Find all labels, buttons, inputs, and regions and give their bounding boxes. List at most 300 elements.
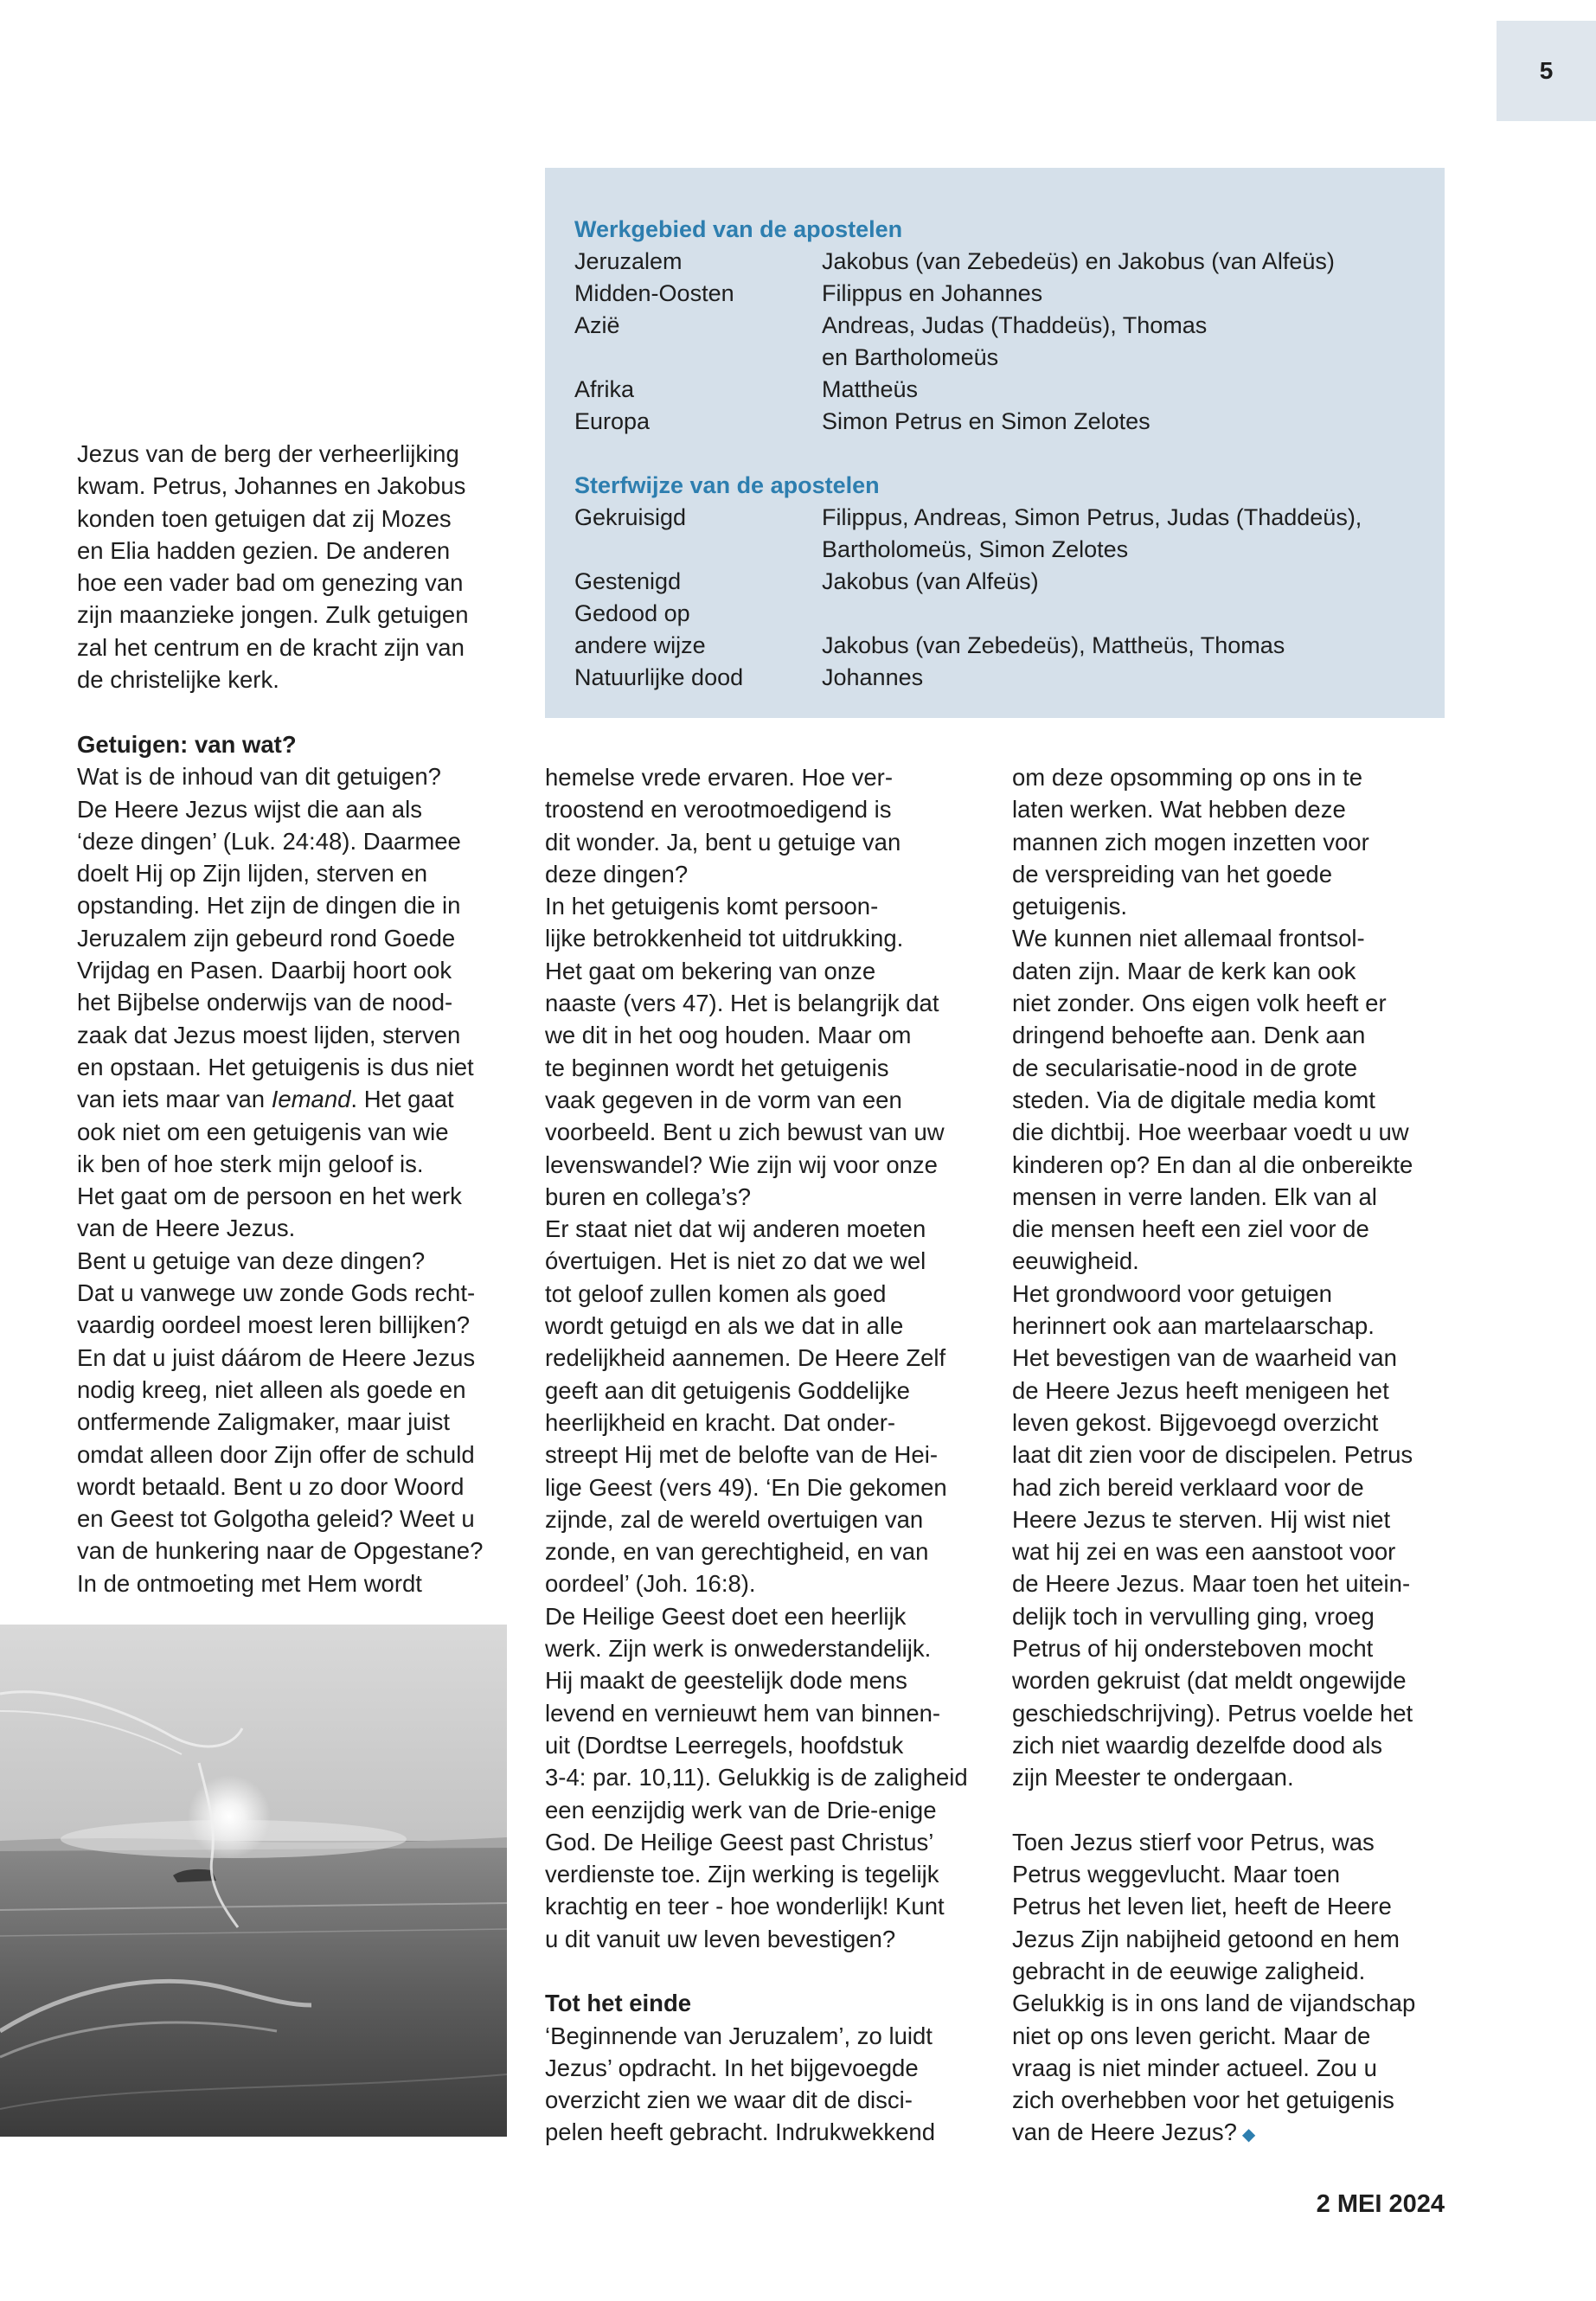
text-line	[1012, 2052, 1462, 2084]
text-line	[545, 1342, 995, 1374]
text-fragment: de Heere Jezus heeft menigeen het	[1012, 1376, 1389, 1404]
text-fragment: zich niet waardig dezelfde dood als	[1012, 1731, 1383, 1759]
text-line	[77, 599, 527, 631]
text-fragment: Het bevestigen van de waarheid van	[1012, 1344, 1397, 1372]
text-fragment: niet op ons leven gericht. Maar de	[1012, 2022, 1371, 2049]
text-fragment: Petrus het leven liet, heeft de Heere	[1012, 1893, 1392, 1920]
text-line	[77, 438, 527, 470]
text-line	[77, 631, 527, 663]
column-2	[545, 761, 995, 2149]
text-line	[77, 503, 527, 535]
text-fragment: krachtig en teer - hoe wonderlijk! Kunt	[545, 1893, 945, 1920]
text-fragment: vaak gegeven in de vorm van een	[545, 1086, 902, 1113]
overview-row-label: Azië	[574, 312, 620, 338]
text-line	[545, 1471, 995, 1503]
text-fragment: gebracht in de eeuwige zaligheid.	[1012, 1957, 1366, 1984]
text-line	[1012, 1407, 1462, 1439]
text-line	[77, 1019, 527, 1051]
overview-row-value	[822, 246, 1415, 278]
text-fragment: te beginnen wordt het getuigenis	[545, 1054, 889, 1081]
text-line	[545, 1697, 995, 1729]
text-fragment: zaak dat Jezus moest lijden, sterven	[77, 1021, 461, 1048]
text-line	[1012, 1342, 1462, 1374]
text-fragment: getuigenis.	[1012, 893, 1128, 920]
text-line	[545, 1600, 995, 1632]
text-line	[545, 761, 995, 793]
text-fragment: Jeruzalem zijn gebeurd rond Goede	[77, 924, 456, 952]
text-fragment: Jezus Zijn nabijheid getoond en hem	[1012, 1925, 1400, 1952]
text-fragment: ik ben of hoe sterk mijn geloof is.	[77, 1150, 424, 1177]
text-line	[1012, 2084, 1462, 2116]
text-fragment: pelen heeft gebracht. Indrukwekkend	[545, 2118, 935, 2146]
text-line	[545, 1052, 995, 1084]
text-line	[77, 1406, 527, 1438]
overview-value-line: Filippus, Andreas, Simon Petrus, Judas (Thaddeüs),	[822, 504, 1362, 530]
overview-row	[574, 630, 1415, 662]
overview-value-line: Jakobus (van Alfeüs)	[822, 568, 1039, 594]
text-fragment: dringend behoefte aan. Denk aan	[1012, 1022, 1366, 1049]
text-fragment: de Heere Jezus. Maar toen het uitein-	[1012, 1570, 1411, 1598]
work-area-rows	[574, 246, 1415, 438]
death-section	[574, 470, 1415, 694]
overview-row-value	[822, 566, 1415, 598]
text-line	[1012, 1826, 1462, 1858]
text-line	[1012, 1116, 1462, 1148]
text-line	[545, 2052, 995, 2084]
text-line	[1012, 1761, 1462, 1793]
text-fragment: die mensen heeft een ziel voor de	[1012, 1215, 1369, 1243]
text-fragment: 3-4: par. 10,11). Gelukkig is de zaligheid	[545, 1764, 968, 1791]
text-line	[77, 470, 527, 502]
text-line	[545, 922, 995, 954]
text-line	[77, 889, 527, 921]
text-fragment: óvertuigen. Het is niet zo dat we wel	[545, 1247, 926, 1275]
text-line	[1012, 1471, 1462, 1503]
text-fragment: kinderen op? En dan al die onbereikte	[1012, 1150, 1413, 1178]
text-fragment: en opstaan. Het getuigenis is dus niet	[77, 1053, 474, 1080]
text-line	[1012, 1181, 1462, 1213]
text-line	[545, 1019, 995, 1051]
text-line	[545, 826, 995, 858]
text-fragment: omdat alleen door Zijn offer de schuld	[77, 1440, 475, 1468]
text-line	[545, 1407, 995, 1439]
text-line	[1012, 890, 1462, 922]
text-fragment: we dit in het oog houden. Maar om	[545, 1022, 912, 1049]
text-line	[77, 1212, 527, 1244]
text-line	[77, 1083, 527, 1115]
text-fragment: zijn Meester te ondergaan.	[1012, 1764, 1294, 1791]
text-line	[1012, 1019, 1462, 1051]
text-line	[1012, 1987, 1462, 2019]
overview-value-line: Jakobus (van Zebedeüs), Mattheüs, Thomas	[822, 632, 1285, 658]
text-fragment: Gelukkig is in ons land de vijandschap	[1012, 1990, 1416, 2017]
text-line	[1012, 955, 1462, 987]
text-fragment: werk. Zijn werk is onwederstandelijk.	[545, 1635, 932, 1663]
overview-value-line: Jakobus (van Zebedeüs) en Jakobus (van Alfeüs)	[822, 248, 1335, 274]
overview-row-value	[822, 406, 1415, 438]
text-line	[1012, 1535, 1462, 1567]
text-line	[1012, 826, 1462, 858]
text-line	[545, 1890, 995, 1922]
text-fragment: lijke betrokkenheid tot uitdrukking.	[545, 925, 904, 952]
col2-end-lines	[545, 2020, 995, 2149]
text-fragment: laat dit zien voor de discipelen. Petrus	[1012, 1441, 1413, 1469]
text-fragment: de christelijke kerk.	[77, 666, 279, 694]
text-fragment: eeuwigheid.	[1012, 1247, 1139, 1275]
overview-row-label: Europa	[574, 408, 651, 434]
text-line	[545, 890, 995, 922]
column-3	[1012, 761, 1462, 2152]
text-line	[545, 1084, 995, 1116]
text-fragment: oordeel’ (Joh. 16:8).	[545, 1570, 756, 1598]
text-fragment: voorbeeld. Bent u zich bewust van uw	[545, 1118, 945, 1146]
text-fragment: had zich bereid verklaard voor de	[1012, 1473, 1364, 1501]
text-fragment: opstanding. Het zijn de dingen die in	[77, 892, 461, 920]
text-fragment: herinnert ook aan martelaarschap.	[1012, 1312, 1375, 1340]
text-line	[1012, 2116, 1462, 2151]
text-fragment: buren en collega’s?	[545, 1183, 752, 1210]
col1-lines	[77, 760, 527, 1599]
overview-row	[574, 502, 1415, 566]
text-fragment: Hij maakt de geestelijk dode mens	[545, 1667, 907, 1695]
text-line	[77, 1051, 527, 1083]
text-fragment: Wat is de inhoud van dit getuigen?	[77, 763, 441, 791]
text-fragment: ‘deze dingen’ (Luk. 24:48). Daarmee	[77, 827, 461, 855]
col2-lines	[545, 761, 995, 1955]
text-line	[1012, 1245, 1462, 1277]
text-line	[77, 1503, 527, 1535]
emphasis-word: Iemand	[271, 1086, 351, 1113]
text-line	[1012, 1600, 1462, 1632]
text-fragment: ‘Beginnende van Jeruzalem’, zo luidt	[545, 2022, 933, 2049]
overview-value-line: Mattheüs	[822, 376, 919, 402]
text-fragment: worden gekruist (dat meldt ongewijde	[1012, 1667, 1407, 1695]
text-line	[77, 1245, 527, 1277]
text-fragment: In het getuigenis komt persoon-	[545, 893, 879, 920]
text-fragment: van de Heere Jezus.	[77, 1215, 296, 1242]
overview-value-line: Johannes	[822, 664, 924, 690]
text-fragment: die dichtbij. Hoe weerbaar voedt u uw	[1012, 1118, 1409, 1146]
text-fragment: In de ontmoeting met Hem wordt	[77, 1569, 422, 1597]
text-fragment: de secularisatie-nood in de grote	[1012, 1054, 1358, 1081]
text-line	[545, 1664, 995, 1696]
text-fragment: om deze opsomming op ons in te	[1012, 764, 1363, 791]
text-line	[1012, 2020, 1462, 2052]
text-line	[1012, 1890, 1462, 1922]
text-line	[1012, 1375, 1462, 1407]
text-fragment: geeft aan dit getuigenis Goddelijke	[545, 1376, 910, 1404]
text-fragment: delijk toch in vervulling ging, vroeg	[1012, 1602, 1375, 1630]
text-fragment: wordt betaald. Bent u zo door Woord	[77, 1472, 465, 1500]
text-line	[77, 1567, 527, 1599]
text-fragment: Heere Jezus te sterven. Hij wist niet	[1012, 1505, 1391, 1533]
text-line	[77, 825, 527, 857]
text-fragment: Jezus’ opdracht. In het bijgevoegde	[545, 2054, 919, 2081]
col3-end-lines	[1012, 1826, 1462, 2152]
text-line	[545, 1632, 995, 1664]
text-line	[1012, 1052, 1462, 1084]
text-fragment: het Bijbelse onderwijs van de nood-	[77, 989, 453, 1016]
text-line	[1012, 922, 1462, 954]
text-line	[1012, 987, 1462, 1019]
text-fragment: zijnde, zal de wereld overtuigen van	[545, 1505, 924, 1533]
text-line	[77, 760, 527, 792]
text-line	[545, 2084, 995, 2116]
overview-value-line	[822, 598, 1415, 630]
text-fragment: kwam. Petrus, Johannes en Jakobus	[77, 472, 466, 500]
overview-row	[574, 406, 1415, 438]
text-line	[1012, 793, 1462, 825]
text-line	[545, 1439, 995, 1471]
text-fragment: lige Geest (vers 49). ‘En Die gekomen	[545, 1473, 947, 1501]
col1-top-lines	[77, 438, 527, 695]
text-fragment: Petrus weggevlucht. Maar toen	[1012, 1861, 1341, 1888]
text-line	[77, 535, 527, 567]
text-fragment: God. De Heilige Geest past Christus’	[545, 1828, 934, 1856]
col1-heading: Getuigen: van wat?	[77, 731, 297, 758]
sea-splash-photo	[0, 1625, 507, 2137]
text-fragment: zich overhebben voor het getuigenis	[1012, 2086, 1394, 2114]
text-fragment: ontfermende Zaligmaker, maar juist	[77, 1408, 451, 1436]
text-fragment: De Heilige Geest doet een heerlijk	[545, 1602, 907, 1630]
text-fragment: heerlijkheid en kracht. Dat onder-	[545, 1408, 896, 1436]
text-fragment: streept Hij met de belofte van de Hei-	[545, 1441, 938, 1469]
text-line	[77, 986, 527, 1018]
column-1-intro	[77, 438, 527, 695]
overview-row-label: Midden-Oosten	[574, 280, 734, 306]
text-fragment: troostend en verootmoedigend is	[545, 796, 892, 824]
overview-row	[574, 566, 1415, 598]
text-fragment: Dat u vanwege uw zonde Gods recht-	[77, 1279, 476, 1307]
text-line	[545, 1149, 995, 1181]
text-fragment: mensen in verre landen. Elk van al	[1012, 1183, 1377, 1210]
overview-value-line: en Bartholomeüs	[822, 344, 999, 370]
apostles-overview-box	[545, 168, 1445, 718]
text-fragment: zal het centrum en de kracht zijn van	[77, 633, 465, 661]
text-fragment: Bent u getuige van deze dingen?	[77, 1247, 426, 1274]
text-line	[545, 1310, 995, 1342]
text-line	[1012, 1503, 1462, 1535]
paragraph-gap	[545, 1955, 995, 1987]
text-line	[545, 1375, 995, 1407]
text-line	[1012, 1729, 1462, 1761]
overview-row-value	[822, 278, 1415, 310]
overview-value-line: Bartholomeüs, Simon Zelotes	[822, 536, 1129, 562]
text-line	[77, 922, 527, 954]
text-fragment: En dat u juist dáárom de Heere Jezus	[77, 1343, 476, 1371]
text-line	[1012, 1567, 1462, 1599]
text-fragment: hemelse vrede ervaren. Hoe ver-	[545, 764, 893, 791]
text-fragment: leven gekost. Bijgevoegd overzicht	[1012, 1408, 1379, 1436]
text-line	[1012, 1439, 1462, 1471]
text-fragment: van iets maar van	[77, 1086, 272, 1113]
page-number-tab	[1497, 21, 1596, 121]
text-line	[1012, 1923, 1462, 1955]
text-line	[1012, 1149, 1462, 1181]
text-line	[545, 1794, 995, 1826]
text-fragment: konden toen getuigen dat zij Mozes	[77, 504, 452, 532]
column-1	[77, 728, 527, 1599]
text-fragment: van de hunkering naar de Opgestane?	[77, 1537, 484, 1565]
overview-row	[574, 246, 1415, 278]
text-fragment: We kunnen niet allemaal frontsol-	[1012, 925, 1365, 952]
text-line	[77, 954, 527, 986]
work-area-section	[574, 214, 1415, 438]
overview-row-value	[822, 598, 1415, 630]
text-fragment: vraag is niet minder actueel. Zou u	[1012, 2054, 1377, 2081]
death-rows	[574, 502, 1415, 694]
text-line	[1012, 1955, 1462, 1987]
text-fragment: Toen Jezus stierf voor Petrus, was	[1012, 1828, 1375, 1856]
text-line	[77, 1439, 527, 1471]
text-fragment: de verspreiding van het goede	[1012, 860, 1332, 888]
text-line	[545, 2116, 995, 2148]
text-line	[545, 1503, 995, 1535]
text-fragment: doelt Hij op Zijn lijden, sterven en	[77, 860, 428, 888]
text-line	[77, 857, 527, 889]
text-line	[545, 1826, 995, 1858]
sea-splash-image	[0, 1625, 507, 2137]
text-fragment: zonde, en van gerechtigheid, en van	[545, 1538, 929, 1566]
text-fragment: Het gaat om de persoon en het werk	[77, 1183, 462, 1210]
text-line	[1012, 1310, 1462, 1342]
text-fragment: wordt getuigd en als we dat in alle	[545, 1312, 904, 1340]
text-line	[1012, 858, 1462, 890]
text-fragment: levend en vernieuwt hem van binnen-	[545, 1699, 941, 1727]
overview-row-label: Gekruisigd	[574, 504, 687, 530]
text-line	[1012, 1697, 1462, 1729]
text-fragment: Het grondwoord voor getuigen	[1012, 1279, 1332, 1307]
text-line	[545, 1923, 995, 1955]
text-line	[77, 1342, 527, 1374]
text-line	[545, 1278, 995, 1310]
death-title: Sterfwijze van de apostelen	[574, 472, 880, 498]
text-fragment: mannen zich mogen inzetten voor	[1012, 828, 1369, 856]
issue-date: 2 MEI 2024	[1316, 2190, 1445, 2218]
text-line	[77, 1148, 527, 1180]
text-line	[1012, 1664, 1462, 1696]
text-line	[1012, 1278, 1462, 1310]
text-line	[545, 1729, 995, 1761]
overview-row-label: Gestenigd	[574, 568, 682, 594]
text-line	[545, 987, 995, 1019]
text-fragment: Vrijdag en Pasen. Daarbij hoort ook	[77, 957, 452, 984]
page-number: 5	[1539, 57, 1554, 84]
text-fragment: levenswandel? Wie zijn wij voor onze	[545, 1150, 938, 1178]
text-fragment: . Het gaat	[350, 1086, 454, 1113]
text-fragment: uit (Dordtse Leerregels, hoofdstuk	[545, 1731, 904, 1759]
text-line	[545, 1116, 995, 1148]
text-line	[545, 793, 995, 825]
text-fragment: redelijkheid aannemen. De Heere Zelf	[545, 1344, 946, 1372]
text-line	[545, 1858, 995, 1890]
text-line	[77, 1116, 527, 1148]
overview-row-value	[822, 310, 1415, 374]
overview-row-value	[822, 662, 1415, 694]
text-fragment: vaardig oordeel moest leren billijken?	[77, 1311, 471, 1339]
text-fragment: Petrus of hij ondersteboven mocht	[1012, 1635, 1374, 1663]
text-line	[1012, 1632, 1462, 1664]
overview-row-value	[822, 630, 1415, 662]
text-fragment: laten werken. Wat hebben deze	[1012, 796, 1346, 824]
text-fragment: een eenzijdig werk van de Drie-enige	[545, 1796, 937, 1823]
overview-value-line: Filippus en Johannes	[822, 280, 1043, 306]
text-fragment: en Geest tot Golgotha geleid? Weet u	[77, 1505, 475, 1533]
text-line	[77, 1535, 527, 1567]
text-line	[1012, 1213, 1462, 1245]
overview-row-label: Natuurlijke dood	[574, 664, 744, 690]
text-line	[545, 1761, 995, 1793]
text-line	[77, 1277, 527, 1309]
text-fragment: hoe een vader bad om genezing van	[77, 569, 464, 597]
text-line	[77, 1180, 527, 1212]
text-line	[545, 1213, 995, 1245]
overview-row	[574, 278, 1415, 310]
overview-row	[574, 310, 1415, 374]
overview-row-value	[822, 374, 1415, 406]
paragraph-gap	[1012, 1794, 1462, 1826]
text-line	[545, 2020, 995, 2052]
text-fragment: deze dingen?	[545, 860, 689, 888]
text-line	[1012, 1084, 1462, 1116]
text-line	[1012, 1858, 1462, 1890]
overview-row	[574, 598, 1415, 630]
text-fragment: Er staat niet dat wij anderen moeten	[545, 1215, 926, 1243]
text-line	[545, 955, 995, 987]
text-fragment: ook niet om een getuigenis van wie	[77, 1118, 449, 1145]
text-line	[1012, 761, 1462, 793]
text-line	[545, 1535, 995, 1567]
text-fragment: van de Heere Jezus?	[1012, 2118, 1237, 2146]
text-fragment: daten zijn. Maar de kerk kan ook	[1012, 957, 1356, 984]
text-fragment: Het gaat om bekering van onze	[545, 957, 876, 984]
text-fragment: naaste (vers 47). Het is belangrijk dat	[545, 990, 939, 1017]
text-fragment: tot geloof zullen komen als goed	[545, 1279, 887, 1307]
text-line	[545, 858, 995, 890]
text-fragment: niet zonder. Ons eigen volk heeft er	[1012, 990, 1387, 1017]
overview-value-line: Simon Petrus en Simon Zelotes	[822, 408, 1151, 434]
article-end-diamond-icon: ◆	[1241, 2125, 1256, 2145]
text-fragment: zijn maanzieke jongen. Zulk getuigen	[77, 601, 469, 629]
text-line	[77, 1309, 527, 1341]
text-fragment: verdienste toe. Zijn werking is tegelijk	[545, 1861, 939, 1888]
text-line	[77, 1471, 527, 1503]
text-fragment: De Heere Jezus wijst die aan als	[77, 795, 422, 823]
col3-lines	[1012, 761, 1462, 1794]
overview-row-label: Gedood op	[574, 600, 690, 626]
text-fragment: dit wonder. Ja, bent u getuige van	[545, 828, 901, 856]
text-fragment: wat hij zei en was een aanstoot voor	[1012, 1538, 1396, 1566]
overview-row-label: Afrika	[574, 376, 635, 402]
text-fragment: geschiedschrijving). Petrus voelde het	[1012, 1699, 1413, 1727]
text-line	[545, 1245, 995, 1277]
overview-value-line: Andreas, Judas (Thaddeüs), Thomas	[822, 312, 1208, 338]
overview-row-value	[822, 502, 1415, 566]
overview-row-label: andere wijze	[574, 632, 706, 658]
overview-row-label: Jeruzalem	[574, 248, 683, 274]
work-area-title: Werkgebied van de apostelen	[574, 216, 903, 242]
text-line	[77, 663, 527, 695]
text-fragment: en Elia hadden gezien. De anderen	[77, 536, 451, 564]
text-fragment: Jezus van de berg der verheerlijking	[77, 440, 459, 467]
col2-heading: Tot het einde	[545, 1990, 692, 2017]
text-line	[77, 793, 527, 825]
text-fragment: steden. Via de digitale media komt	[1012, 1086, 1375, 1113]
text-line	[77, 1374, 527, 1406]
text-line	[545, 1181, 995, 1213]
text-line	[77, 567, 527, 599]
text-line	[545, 1567, 995, 1599]
